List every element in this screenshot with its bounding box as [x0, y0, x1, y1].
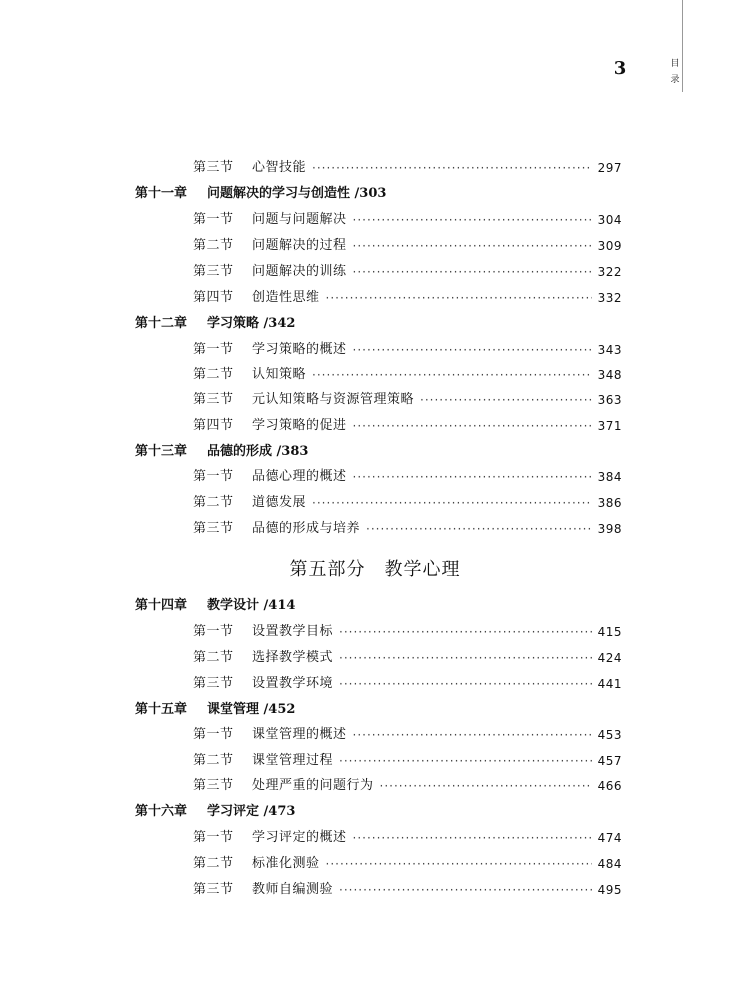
toc-section-row	[193, 389, 622, 411]
side-tab	[669, 56, 681, 88]
chapter-title: 问题解决的学习与创造性 /303	[207, 186, 387, 201]
toc-section-row	[193, 775, 622, 797]
section-number: 第一节	[193, 624, 234, 639]
dot-leader	[339, 750, 592, 772]
section-title: 设置教学目标	[252, 624, 334, 639]
dot-leader	[326, 287, 592, 309]
section-number: 第三节	[193, 521, 234, 536]
dot-leader	[339, 647, 592, 669]
dot-leader	[339, 673, 592, 695]
dot-leader	[366, 518, 592, 540]
section-title: 学习策略的促进	[252, 418, 347, 433]
page-ref: 484	[597, 857, 622, 871]
page-ref: 384	[597, 470, 622, 484]
page-ref: 495	[597, 883, 622, 897]
dot-leader	[339, 879, 592, 901]
toc-section-row	[193, 339, 622, 361]
toc-section-row	[193, 364, 622, 386]
section-number: 第四节	[193, 290, 234, 305]
chapter-number: 第十三章	[135, 444, 188, 459]
side-tab-char: 目	[670, 59, 680, 69]
page-edge-line	[682, 0, 683, 92]
page-number: 3	[613, 58, 627, 79]
dot-leader	[353, 261, 592, 283]
section-title: 处理严重的问题行为	[252, 778, 374, 793]
toc-section-row	[193, 724, 622, 746]
section-title: 学习策略的概述	[252, 342, 347, 357]
page-ref: 474	[597, 831, 622, 845]
dot-leader	[312, 492, 592, 514]
section-title: 品德的形成与培养	[252, 521, 361, 536]
section-number: 第二节	[193, 856, 234, 871]
section-title: 问题解决的过程	[252, 238, 347, 253]
toc-section-row	[193, 621, 622, 643]
section-number: 第三节	[193, 778, 234, 793]
section-title: 教师自编测验	[252, 882, 334, 897]
page-ref: 363	[597, 393, 622, 407]
chapter-number: 第十二章	[135, 316, 188, 331]
section-number: 第四节	[193, 418, 234, 433]
section-number: 第三节	[193, 392, 234, 407]
page-ref: 332	[597, 291, 622, 305]
section-title: 问题与问题解决	[252, 212, 347, 227]
section-title: 课堂管理过程	[252, 753, 334, 768]
section-title: 问题解决的训练	[252, 264, 347, 279]
page-ref: 466	[597, 779, 622, 793]
part-title: 第五部分 教学心理	[289, 559, 461, 580]
section-number: 第二节	[193, 650, 234, 665]
chapter-title: 学习策略 /342	[207, 316, 296, 331]
toc-section-row	[193, 853, 622, 875]
page-ref: 415	[597, 625, 622, 639]
chapter-title: 品德的形成 /383	[207, 444, 309, 459]
dot-leader	[380, 775, 592, 797]
page-ref: 424	[597, 651, 622, 665]
page-ref: 309	[597, 239, 622, 253]
chapter-number: 第十四章	[135, 598, 188, 613]
side-tab-char: 录	[670, 75, 680, 85]
toc-section-row	[193, 466, 622, 488]
toc-section-row	[193, 879, 622, 901]
toc-section-row	[193, 415, 622, 437]
toc-section-row	[193, 492, 622, 514]
toc-chapter-row	[135, 313, 615, 335]
section-title: 心智技能	[252, 160, 307, 175]
dot-leader	[353, 235, 592, 257]
page-ref: 297	[597, 161, 622, 175]
chapter-number: 第十五章	[135, 702, 188, 717]
chapter-number: 第十六章	[135, 804, 188, 819]
section-number: 第三节	[193, 264, 234, 279]
toc-chapter-row	[135, 801, 615, 823]
dot-leader	[353, 415, 592, 437]
section-number: 第一节	[193, 727, 234, 742]
toc-section-row	[193, 235, 622, 257]
section-number: 第一节	[193, 830, 234, 845]
section-title: 课堂管理的概述	[252, 727, 347, 742]
section-number: 第二节	[193, 495, 234, 510]
dot-leader	[326, 853, 592, 875]
chapter-title: 教学设计 /414	[207, 598, 296, 613]
dot-leader	[339, 621, 592, 643]
section-number: 第一节	[193, 469, 234, 484]
toc-section-row	[193, 647, 622, 669]
chapter-title: 学习评定 /473	[207, 804, 296, 819]
section-title: 品德心理的概述	[252, 469, 347, 484]
page-ref: 441	[597, 677, 622, 691]
dot-leader	[312, 364, 592, 386]
page-ref: 348	[597, 368, 622, 382]
page-ref: 304	[597, 213, 622, 227]
toc-section-row	[193, 261, 622, 283]
page-ref: 371	[597, 419, 622, 433]
page-ref: 453	[597, 728, 622, 742]
toc-section-row	[193, 518, 622, 540]
section-title: 学习评定的概述	[252, 830, 347, 845]
page-ref: 457	[597, 754, 622, 768]
section-number: 第一节	[193, 212, 234, 227]
page-ref: 322	[597, 265, 622, 279]
section-number: 第三节	[193, 160, 234, 175]
dot-leader	[353, 466, 592, 488]
section-number: 第三节	[193, 676, 234, 691]
chapter-title: 课堂管理 /452	[207, 702, 296, 717]
dot-leader	[353, 827, 592, 849]
toc-section-row	[193, 827, 622, 849]
toc-chapter-row	[135, 595, 615, 617]
dot-leader	[353, 724, 592, 746]
toc-chapter-row	[135, 183, 615, 205]
section-title: 标准化测验	[252, 856, 320, 871]
toc-chapter-row	[135, 699, 615, 721]
section-title: 道德发展	[252, 495, 307, 510]
toc-section-row	[193, 157, 622, 179]
toc-chapter-row	[135, 441, 615, 463]
page-ref: 398	[597, 522, 622, 536]
chapter-number: 第十一章	[135, 186, 188, 201]
page-ref: 386	[597, 496, 622, 510]
section-title: 元认知策略与资源管理策略	[252, 392, 415, 407]
toc-section-row	[193, 209, 622, 231]
page-ref: 343	[597, 343, 622, 357]
toc-section-row	[193, 673, 622, 695]
section-number: 第二节	[193, 367, 234, 382]
section-title: 创造性思维	[252, 290, 320, 305]
dot-leader	[353, 339, 592, 361]
dot-leader	[312, 157, 592, 179]
section-number: 第三节	[193, 882, 234, 897]
section-number: 第一节	[193, 342, 234, 357]
section-title: 设置教学环境	[252, 676, 334, 691]
section-title: 选择教学模式	[252, 650, 334, 665]
toc-section-row	[193, 750, 622, 772]
toc-section-row	[193, 287, 622, 309]
section-number: 第二节	[193, 238, 234, 253]
section-number: 第二节	[193, 753, 234, 768]
dot-leader	[420, 389, 592, 411]
section-title: 认知策略	[252, 367, 307, 382]
dot-leader	[353, 209, 592, 231]
